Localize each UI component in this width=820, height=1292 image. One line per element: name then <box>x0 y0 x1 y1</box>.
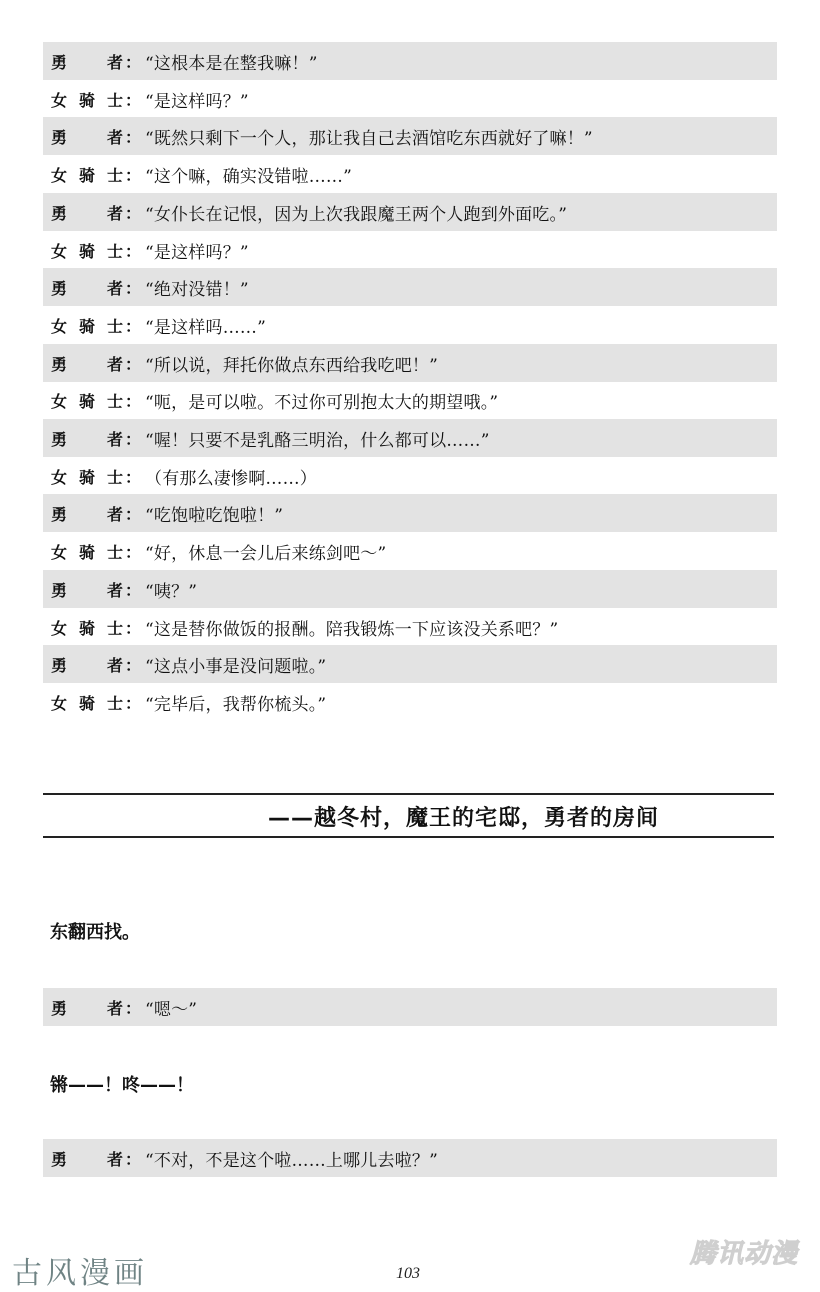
speaker-name: 勇 者 <box>51 354 123 374</box>
dialogue-line-hero <box>43 645 777 683</box>
speech-text: “女仆长在记恨，因为上次我跟魔王两个人跑到外面吃。” <box>145 204 568 225</box>
speaker-label: 女 骑 士 ： <box>43 465 141 488</box>
speaker-name: 女 骑 士 <box>51 542 123 562</box>
dialogue-line-hero <box>43 42 777 80</box>
speaker-name: 女 骑 士 <box>51 467 123 487</box>
speaker-name: 女 骑 士 <box>51 316 123 336</box>
site-logo: 古风漫画 <box>12 1256 148 1291</box>
speech-text: “这是替你做饭的报酬。陪我锻炼一下应该没关系吧？” <box>145 619 559 640</box>
speaker-name: 勇 者 <box>51 504 123 524</box>
dialogue-line-hero <box>43 344 777 382</box>
scene-rule-bottom <box>43 836 774 838</box>
speaker-name: 勇 者 <box>51 998 123 1018</box>
speaker-label: 勇 者 ： <box>43 201 141 224</box>
dialogue-line-knight <box>43 231 777 269</box>
speech-text: “是这样吗？” <box>145 91 249 112</box>
speaker-name: 勇 者 <box>51 655 123 675</box>
speaker-name: 勇 者 <box>51 127 123 147</box>
dialogue-line-knight <box>43 306 777 344</box>
speech-text: “喔！只要不是乳酪三明治，什么都可以……” <box>145 430 490 451</box>
dialogue-line-knight <box>43 80 777 118</box>
speaker-name: 勇 者 <box>51 1149 123 1169</box>
dialogue-line-knight <box>43 683 777 721</box>
speaker-name: 勇 者 <box>51 203 123 223</box>
speaker-label: 女 骑 士 ： <box>43 691 141 714</box>
speaker-name: 勇 者 <box>51 278 123 298</box>
dialogue-line-hero <box>43 419 777 457</box>
speaker-label: 勇 者 ： <box>43 653 141 676</box>
speech-text: “这点小事是没问题啦。” <box>145 656 327 677</box>
speaker-name: 女 骑 士 <box>51 165 123 185</box>
speaker-name: 女 骑 士 <box>51 241 123 261</box>
speaker-label: 女 骑 士 ： <box>43 540 141 563</box>
speaker-label: 勇 者 ： <box>43 1147 141 1170</box>
speaker-name: 勇 者 <box>51 429 123 449</box>
speaker-label: 女 骑 士 ： <box>43 239 141 262</box>
speech-text: “所以说，拜托你做点东西给我吃吧！” <box>145 355 438 376</box>
dialogue-line-hero <box>43 268 777 306</box>
speech-text: “既然只剩下一个人，那让我自己去酒馆吃东西就好了嘛！” <box>145 128 593 149</box>
dialogue-line-hero <box>43 494 777 532</box>
speaker-name: 勇 者 <box>51 52 123 72</box>
dialogue-line-knight <box>43 155 777 193</box>
speaker-name: 女 骑 士 <box>51 90 123 110</box>
speaker-label: 勇 者 ： <box>43 502 141 525</box>
speaker-label: 女 骑 士 ： <box>43 88 141 111</box>
speaker-label: 勇 者 ： <box>43 125 141 148</box>
speech-text: “咦？” <box>145 581 198 602</box>
narration-sound-effect: 锵——！咚——！ <box>50 1075 194 1096</box>
speaker-label: 女 骑 士 ： <box>43 163 141 186</box>
speaker-label: 勇 者 ： <box>43 50 141 73</box>
page-number: 103 <box>396 1265 420 1282</box>
speech-text: “这个嘛，确实没错啦……” <box>145 166 352 187</box>
speech-text: “吃饱啦吃饱啦！” <box>145 505 284 526</box>
speaker-label: 女 骑 士 ： <box>43 314 141 337</box>
speech-text: “是这样吗？” <box>145 242 249 263</box>
speaker-name: 女 骑 士 <box>51 391 123 411</box>
dialogue-line-knight <box>43 457 777 495</box>
speaker-label: 勇 者 ： <box>43 352 141 375</box>
dialogue-line-knight <box>43 608 777 646</box>
speech-text: （有那么凄惨啊……） <box>145 468 317 489</box>
speech-text: “是这样吗……” <box>145 317 266 338</box>
speech-text: “不对，不是这个啦……上哪儿去啦？” <box>145 1150 438 1171</box>
speaker-label: 勇 者 ： <box>43 578 141 601</box>
dialogue-line-hero <box>43 193 777 231</box>
speech-text: “绝对没错！” <box>145 279 249 300</box>
speech-text: “嗯～” <box>145 999 198 1020</box>
speech-text: “好，休息一会儿后来练剑吧～” <box>145 543 387 564</box>
speaker-name: 勇 者 <box>51 580 123 600</box>
speaker-label: 勇 者 ： <box>43 427 141 450</box>
scene-rule-top <box>43 793 774 795</box>
speaker-name: 女 骑 士 <box>51 618 123 638</box>
speech-text: “这根本是在整我嘛！” <box>145 53 318 74</box>
dialogue-line-hero <box>43 1139 777 1177</box>
speech-text: “呃，是可以啦。不过你可别抱太大的期望哦。” <box>145 392 499 413</box>
speaker-name: 女 骑 士 <box>51 693 123 713</box>
dialogue-line-hero <box>43 988 777 1026</box>
speaker-label: 勇 者 ： <box>43 276 141 299</box>
scene-heading: ——越冬村，魔王的宅邸，勇者的房间 <box>267 805 659 831</box>
watermark-logo: 腾讯动漫 <box>690 1239 799 1269</box>
speech-text: “完毕后，我帮你梳头。” <box>145 694 327 715</box>
dialogue-line-knight <box>43 532 777 570</box>
speaker-label: 女 骑 士 ： <box>43 616 141 639</box>
speaker-label: 勇 者 ： <box>43 996 141 1019</box>
dialogue-line-hero <box>43 570 777 608</box>
speaker-label: 女 骑 士 ： <box>43 389 141 412</box>
dialogue-line-knight <box>43 381 777 419</box>
dialogue-line-hero <box>43 117 777 155</box>
narration-searching: 东翻西找。 <box>50 922 140 943</box>
